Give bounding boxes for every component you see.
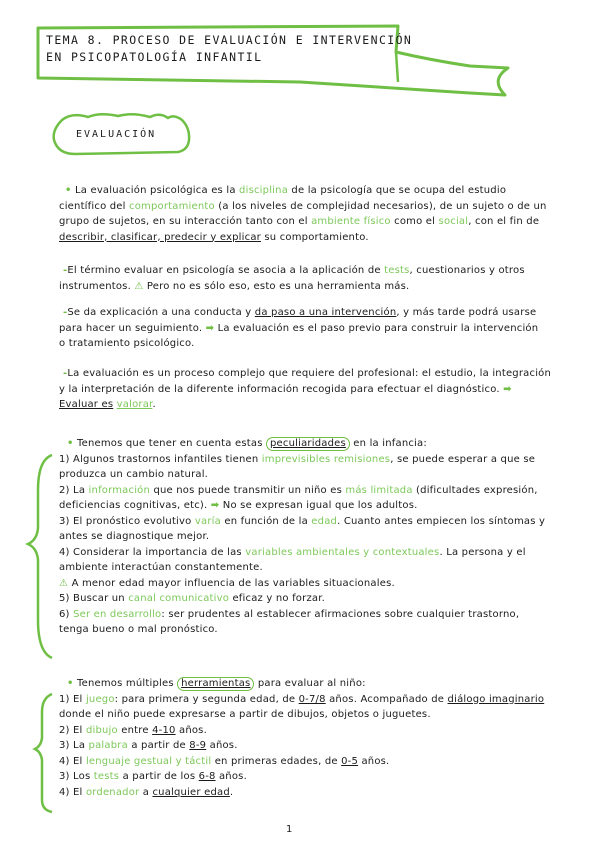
warning-icon: ⚠ xyxy=(59,577,69,589)
paragraph-proceso: -La evaluación es un proceso complejo que requiere del profesional: el estudio, la integración y la interpretación de la diferente información recogida para efectuar el diagnóstico. ➡ Evaluar es valorar. xyxy=(59,368,552,410)
list-peculiaridades: • Tenemos que tener en cuenta estas peculiaridades en la infancia: 1) Algunos trastornos infantiles tienen imprevisibles remisiones, se puede esperar a que se produzca un cambio natural. 2) La información que nos puede transmitir un niño es más limitada (dificultades expresión, deficiencias cognitivas, etc). ➡ No se expresan igual que los adultos. 3) El pronóstico evolutivo varía en función de la edad. Cuanto antes empiecen los síntomas y antes se diagnostique mejor. 4) Considerar la importancia de las variables ambientales y contextuales. La persona y el ambiente interactúan constantemente. ⚠ A menor edad mayor influencia de las variables situacionales. 5) Buscar un canal comunicativo eficaz y no forzar. 6) Ser en desarrollo: ser prudentes al establecer afirmaciones sobre cualquier trastorno, tenga bueno o mal pronóstico. xyxy=(59,436,549,638)
list-item: 3) La palabra a partir de 8-9 años. xyxy=(59,740,238,751)
arrow-icon: ➡ xyxy=(503,383,512,395)
list-item: 2) El dibujo entre 4-10 años. xyxy=(59,724,207,736)
warning-icon: ⚠ xyxy=(134,280,144,292)
arrow-icon: ➡ xyxy=(205,322,215,334)
list-item: 4) El ordenador a cualquier edad. xyxy=(59,786,234,798)
section-heading: EVALUACIÓN xyxy=(76,129,157,140)
highlight-peculiaridades: peculiaridades xyxy=(266,437,350,451)
list-herramientas: • Tenemos múltiples herramientas para evaluar al niño: 1) El juego: para primera y segunda edad, de 0-7/8 años. Acompañado de diálogo imaginario donde el niño puede expresarse a partir de dibujos, objetos o juguetes. 2) El dibujo entre 4-10 años. 3) La palabra a partir de 8-9 años. 4) El lenguaje gestual y táctil en primeras edades, de 0-5 años. 3) Los tests a partir de los 6-8 años. 4) El ordenador a cualquier edad. xyxy=(59,676,549,800)
paragraph-explicacion: -Se da explicación a una conducta y da paso a una intervención, y más tarde podrá usarse para hacer un seguimiento. ➡ La evaluación es el paso previo para construir la intervención o tratamiento psicológico. xyxy=(59,307,539,349)
list-item: 4) Considerar la importancia de las variables ambientales y contextuales. La persona y el xyxy=(59,546,526,558)
list-item: 2) La información que nos puede transmitir un niño es más limitada (dificultades expresión, xyxy=(59,484,538,496)
paragraph-evaluar: -El término evaluar en psicología se asocia a la aplicación de tests, cuestionarios y otros instrumentos. ⚠ Pero no es sólo eso, esto es una herramienta más. xyxy=(59,265,525,292)
list-item: 6) Ser en desarrollo: ser prudentes al establecer afirmaciones sobre cualquier trastorno, xyxy=(59,608,520,620)
page-number: 1 xyxy=(286,824,293,835)
brace-peculiaridades xyxy=(28,455,52,658)
paragraph-definition: • La evaluación psicológica es la disciplina de la psicología que se ocupa del estudio científico del comportamiento (a los niveles de complejidad necesarios), de un sujeto o de un grupo de sujetos, en su interacción tanto con el ambiente físico como el social, con el fin de describir, clasificar, predecir y explicar su comportamiento. xyxy=(59,185,547,243)
list-item: 3) Los tests a partir de los 6-8 años. xyxy=(59,771,247,782)
list-item: 4) El lenguaje gestual y táctil en primeras edades, de 0-5 años. xyxy=(59,755,390,767)
title-line-1: TEMA 8. PROCESO DE EVALUACIÓN E INTERVENCIÓN xyxy=(46,33,413,47)
list-item: 5) Buscar un canal comunicativo eficaz y no forzar. xyxy=(59,593,325,604)
list-item: 3) El pronóstico evolutivo varía en función de la edad. Cuanto antes empiecen los síntomas y xyxy=(59,515,546,527)
highlight-herramientas: herramientas xyxy=(177,677,254,691)
list-item: 1) El juego: para primera y segunda edad, de 0-7/8 años. Acompañado de diálogo imaginario xyxy=(59,693,545,705)
arrow-icon: ➡ xyxy=(210,500,220,511)
list-item: 1) Algunos trastornos infantiles tienen imprevisibles remisiones, se puede esperar a que se xyxy=(59,453,536,465)
page-title xyxy=(46,32,412,66)
brace-herramientas xyxy=(35,694,52,812)
title-line-2: EN PSICOPATOLOGÍA INFANTIL xyxy=(46,50,263,64)
